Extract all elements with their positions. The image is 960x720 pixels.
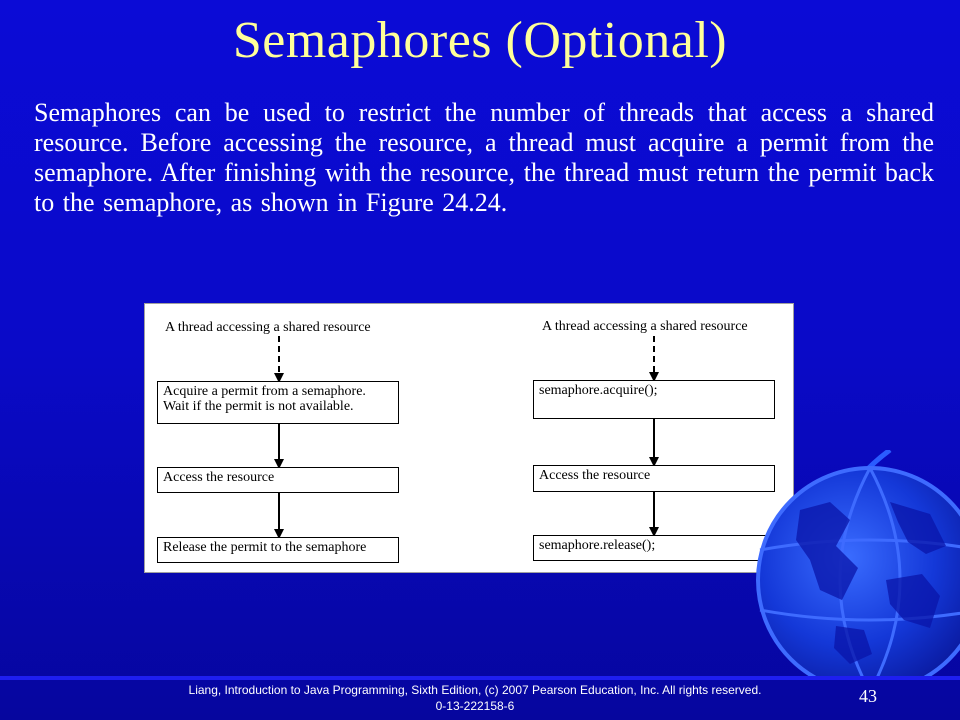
- left-release-label: Release the permit to the semaphore: [163, 540, 367, 555]
- left-release-box: [157, 537, 399, 563]
- left-header-label: A thread accessing a shared resource: [165, 320, 371, 335]
- right-access-label: Access the resource: [539, 468, 651, 483]
- slide-title: Semaphores (Optional): [232, 12, 728, 69]
- slide-body-text: Semaphores can be used to restrict the number of threads that access a shared resource. Before accessing the resource, a thread must acquire a permit from the semaphore. After finishing with the resource, the thread must return the permit back to the semaphore, as shown in Figure 24.24.: [34, 98, 934, 217]
- globe-icon: [740, 450, 960, 676]
- semaphore-figure: [144, 303, 794, 573]
- footer-divider: [0, 676, 960, 680]
- left-acquire-box: [157, 381, 399, 424]
- right-access-box: [533, 465, 775, 492]
- page-number: 43: [859, 686, 877, 706]
- left-access-box: [157, 467, 399, 493]
- footer-copyright: Liang, Introduction to Java Programming, Sixth Edition, (c) 2007 Pearson Education, Inc. All rights reserved. 0-13-222158-6: [188, 683, 762, 713]
- flow-arrows: [145, 304, 793, 572]
- right-header-label: A thread accessing a shared resource: [542, 319, 748, 334]
- left-acquire-line-1: Acquire a permit from a semaphore.: [163, 384, 366, 399]
- left-access-label: Access the resource: [163, 470, 275, 485]
- right-acquire-box: [533, 380, 775, 419]
- left-acquire-line-2: Wait if the permit is not available.: [163, 399, 354, 414]
- right-acquire-code: semaphore.acquire();: [539, 383, 658, 398]
- right-release-box: [533, 535, 775, 561]
- right-release-code: semaphore.release();: [539, 538, 656, 553]
